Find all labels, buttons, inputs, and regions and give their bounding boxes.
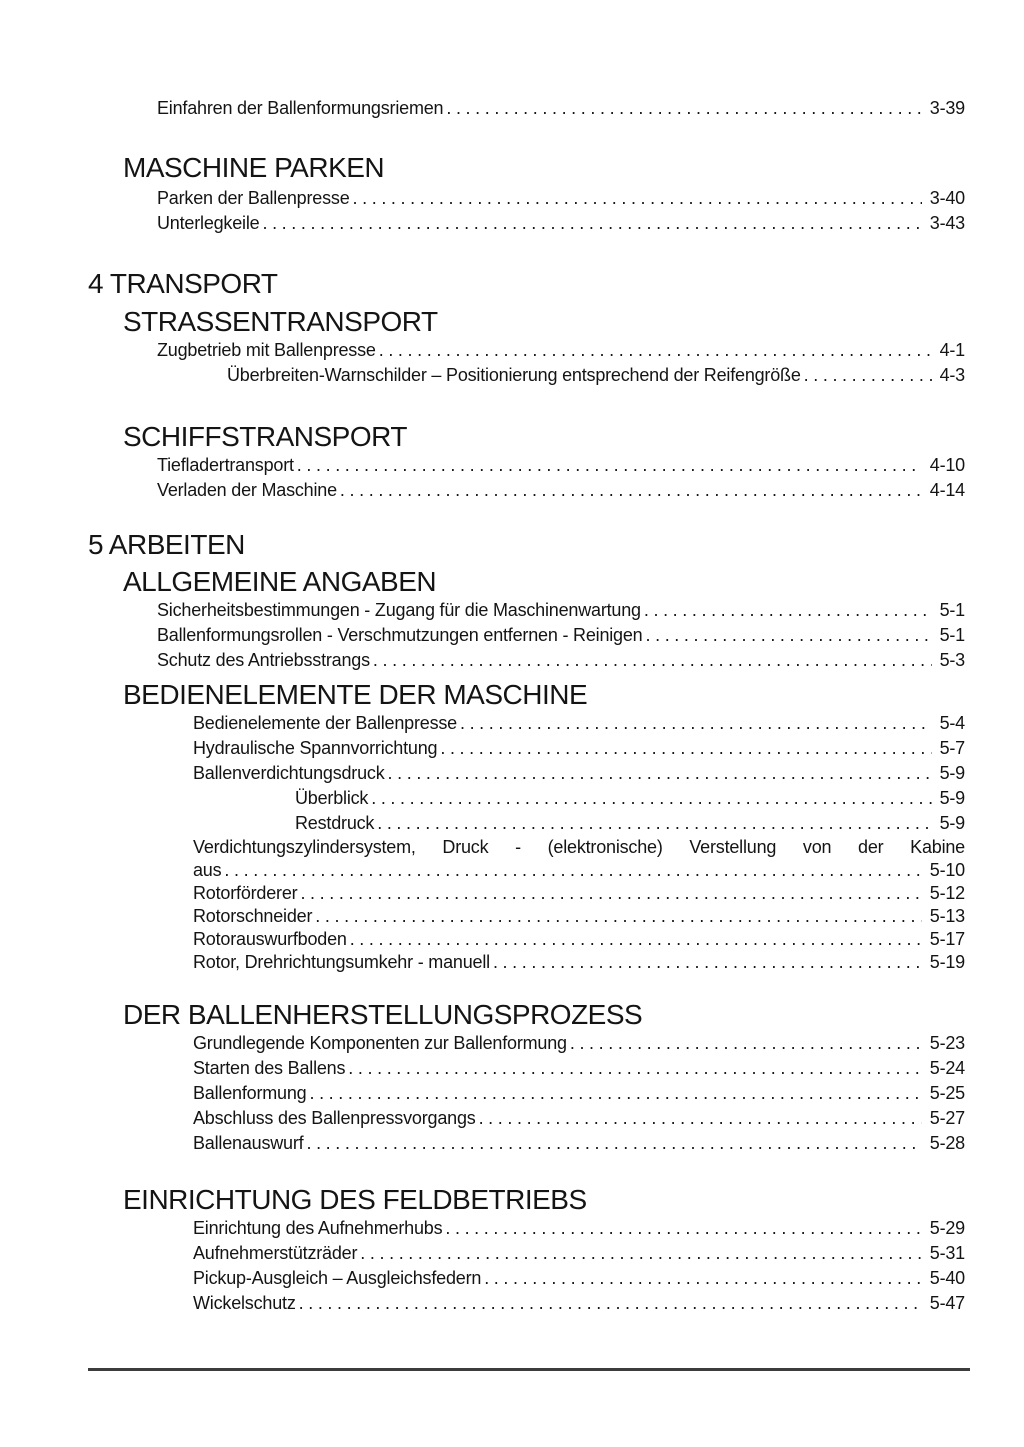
page-number: 5-29 [929, 1218, 965, 1238]
page-number: 4-10 [929, 455, 965, 475]
section-heading: EINRICHTUNG DES FELDBETRIEBS [123, 1184, 587, 1215]
entry-title: Sicherheitsbestimmungen - Zugang für die Maschinenwartung [157, 600, 641, 620]
entry-title: Rotorauswurfboden [193, 929, 347, 949]
page-number: 5-13 [929, 906, 965, 926]
page-number: 4-1 [939, 340, 965, 360]
entry-title: Unterlegkeile [157, 213, 260, 233]
page-number: 5-9 [939, 788, 965, 808]
dot-leader [379, 338, 932, 363]
dot-leader [804, 363, 932, 388]
entry-title-line1: Verdichtungszylindersystem, Druck - (elektronische) Verstellung von der Kabine [193, 837, 965, 857]
dot-leader [348, 1056, 921, 1081]
toc-entry [193, 1266, 965, 1291]
page-number: 5-40 [929, 1268, 965, 1288]
dot-leader [493, 951, 922, 974]
dot-leader [306, 1131, 921, 1156]
page-number: 5-3 [939, 650, 965, 670]
entry-title: Ballenverdichtungsdruck [193, 763, 385, 783]
section-heading: SCHIFFSTRANSPORT [123, 421, 407, 452]
dot-leader [440, 736, 931, 761]
toc-entry [193, 951, 965, 974]
dot-leader [262, 211, 921, 236]
dot-leader [460, 711, 932, 736]
page-number: 4-14 [929, 480, 965, 500]
section-heading: MASCHINE PARKEN [123, 152, 385, 183]
toc-entry [193, 928, 965, 951]
dot-leader [371, 786, 931, 811]
toc-entry [157, 598, 965, 623]
entry-title: Einrichtung des Aufnehmerhubs [193, 1218, 443, 1238]
page-number: 5-31 [929, 1243, 965, 1263]
toc-entry [157, 478, 965, 503]
entry-title: Zugbetrieb mit Ballenpresse [157, 340, 376, 360]
entry-title: Überbreiten-Warnschilder – Positionierung entsprechend der Reifengröße [227, 365, 801, 385]
entry-title: Pickup-Ausgleich – Ausgleichsfedern [193, 1268, 482, 1288]
page-number: 5-19 [929, 952, 965, 972]
toc-entry [157, 96, 965, 121]
chapter-heading: 5 ARBEITEN [88, 529, 245, 560]
page-number: 5-7 [939, 738, 965, 758]
dot-leader [479, 1106, 922, 1131]
entry-title: Überblick [295, 788, 369, 808]
toc-entry [193, 1056, 965, 1081]
toc-entry-wrapped [193, 836, 965, 882]
toc-entry [193, 761, 965, 786]
entry-title: Grundlegende Komponenten zur Ballenformung [193, 1033, 567, 1053]
toc-entry [193, 1241, 965, 1266]
entry-title: Rotorschneider [193, 906, 313, 926]
entry-title: Hydraulische Spannvorrichtung [193, 738, 438, 758]
dot-leader [373, 648, 932, 673]
dot-leader [644, 598, 932, 623]
toc-entry [157, 648, 965, 673]
toc-entry [157, 211, 965, 236]
toc-entry [193, 711, 965, 736]
toc-subentry [295, 811, 965, 836]
entry-title: Ballenformungsrollen - Verschmutzungen entfernen - Reinigen [157, 625, 643, 645]
dot-leader [353, 186, 922, 211]
manual-toc-page [88, 0, 965, 1371]
entry-title: Verladen der Maschine [157, 480, 337, 500]
entry-title: Aufnehmerstützräder [193, 1243, 358, 1263]
toc-entry [193, 1081, 965, 1106]
entry-title: Abschluss des Ballenpressvorgangs [193, 1108, 476, 1128]
section-heading: BEDIENELEMENTE DER MASCHINE [123, 679, 588, 710]
entry-title: Einfahren der Ballenformungsriemen [157, 98, 444, 118]
toc-entry [193, 1106, 965, 1131]
dot-leader [377, 811, 931, 836]
toc-entry [157, 623, 965, 648]
dot-leader [300, 882, 921, 905]
toc-entry [157, 338, 965, 363]
page-number: 3-39 [929, 98, 965, 118]
entry-title: Bedienelemente der Ballenpresse [193, 713, 457, 733]
page-number: 5-47 [929, 1293, 965, 1313]
section-heading: DER BALLENHERSTELLUNGSPROZESS [123, 999, 643, 1030]
page-number: 5-24 [929, 1058, 965, 1078]
toc-entry [193, 1216, 965, 1241]
dot-leader [315, 905, 922, 928]
section-heading: ALLGEMEINE ANGABEN [123, 566, 437, 597]
page-number: 5-9 [939, 813, 965, 833]
dot-leader [299, 1291, 922, 1316]
entry-title: Starten des Ballens [193, 1058, 346, 1078]
toc-entry [157, 186, 965, 211]
dot-leader [445, 1216, 921, 1241]
entry-title: Rotorförderer [193, 883, 298, 903]
toc-entry [193, 1131, 965, 1156]
page-number: 5-4 [939, 713, 965, 733]
footer-divider [88, 1368, 970, 1371]
page-number: 5-23 [929, 1033, 965, 1053]
dot-leader [340, 478, 922, 503]
page-number: 5-27 [929, 1108, 965, 1128]
toc-entry [193, 882, 965, 905]
dot-leader [388, 761, 932, 786]
toc-subentry [227, 363, 965, 388]
entry-title: Ballenformung [193, 1083, 307, 1103]
page-number: 5-9 [939, 763, 965, 783]
dot-leader [646, 623, 932, 648]
toc-entry [193, 1291, 965, 1316]
dot-leader [297, 453, 922, 478]
dot-leader [360, 1241, 921, 1266]
page-number: 5-1 [939, 600, 965, 620]
entry-title: Rotor, Drehrichtungsumkehr - manuell [193, 952, 490, 972]
dot-leader [446, 96, 921, 121]
page-number: 5-1 [939, 625, 965, 645]
dot-leader [350, 928, 922, 951]
section-heading: STRASSENTRANSPORT [123, 306, 438, 337]
toc-entry [193, 736, 965, 761]
entry-title: Tiefladertransport [157, 455, 294, 475]
page-number: 5-10 [929, 860, 965, 880]
page-number: 5-12 [929, 883, 965, 903]
dot-leader [570, 1031, 922, 1056]
entry-title: Wickelschutz [193, 1293, 296, 1313]
toc-entry [193, 1031, 965, 1056]
page-number: 3-40 [929, 188, 965, 208]
toc-subentry [295, 786, 965, 811]
dot-leader [224, 859, 921, 882]
page-number: 4-3 [939, 365, 965, 385]
entry-title: Parken der Ballenpresse [157, 188, 350, 208]
page-number: 5-28 [929, 1133, 965, 1153]
toc-entry [193, 905, 965, 928]
toc-entry [157, 453, 965, 478]
page-number: 5-25 [929, 1083, 965, 1103]
page-number: 5-17 [929, 929, 965, 949]
dot-leader [309, 1081, 921, 1106]
page-number: 3-43 [929, 213, 965, 233]
chapter-heading: 4 TRANSPORT [88, 268, 278, 299]
entry-title: Restdruck [295, 813, 375, 833]
dot-leader [484, 1266, 922, 1291]
entry-title-line2: aus [193, 860, 222, 880]
entry-title: Ballenauswurf [193, 1133, 304, 1153]
entry-title: Schutz des Antriebsstrangs [157, 650, 370, 670]
